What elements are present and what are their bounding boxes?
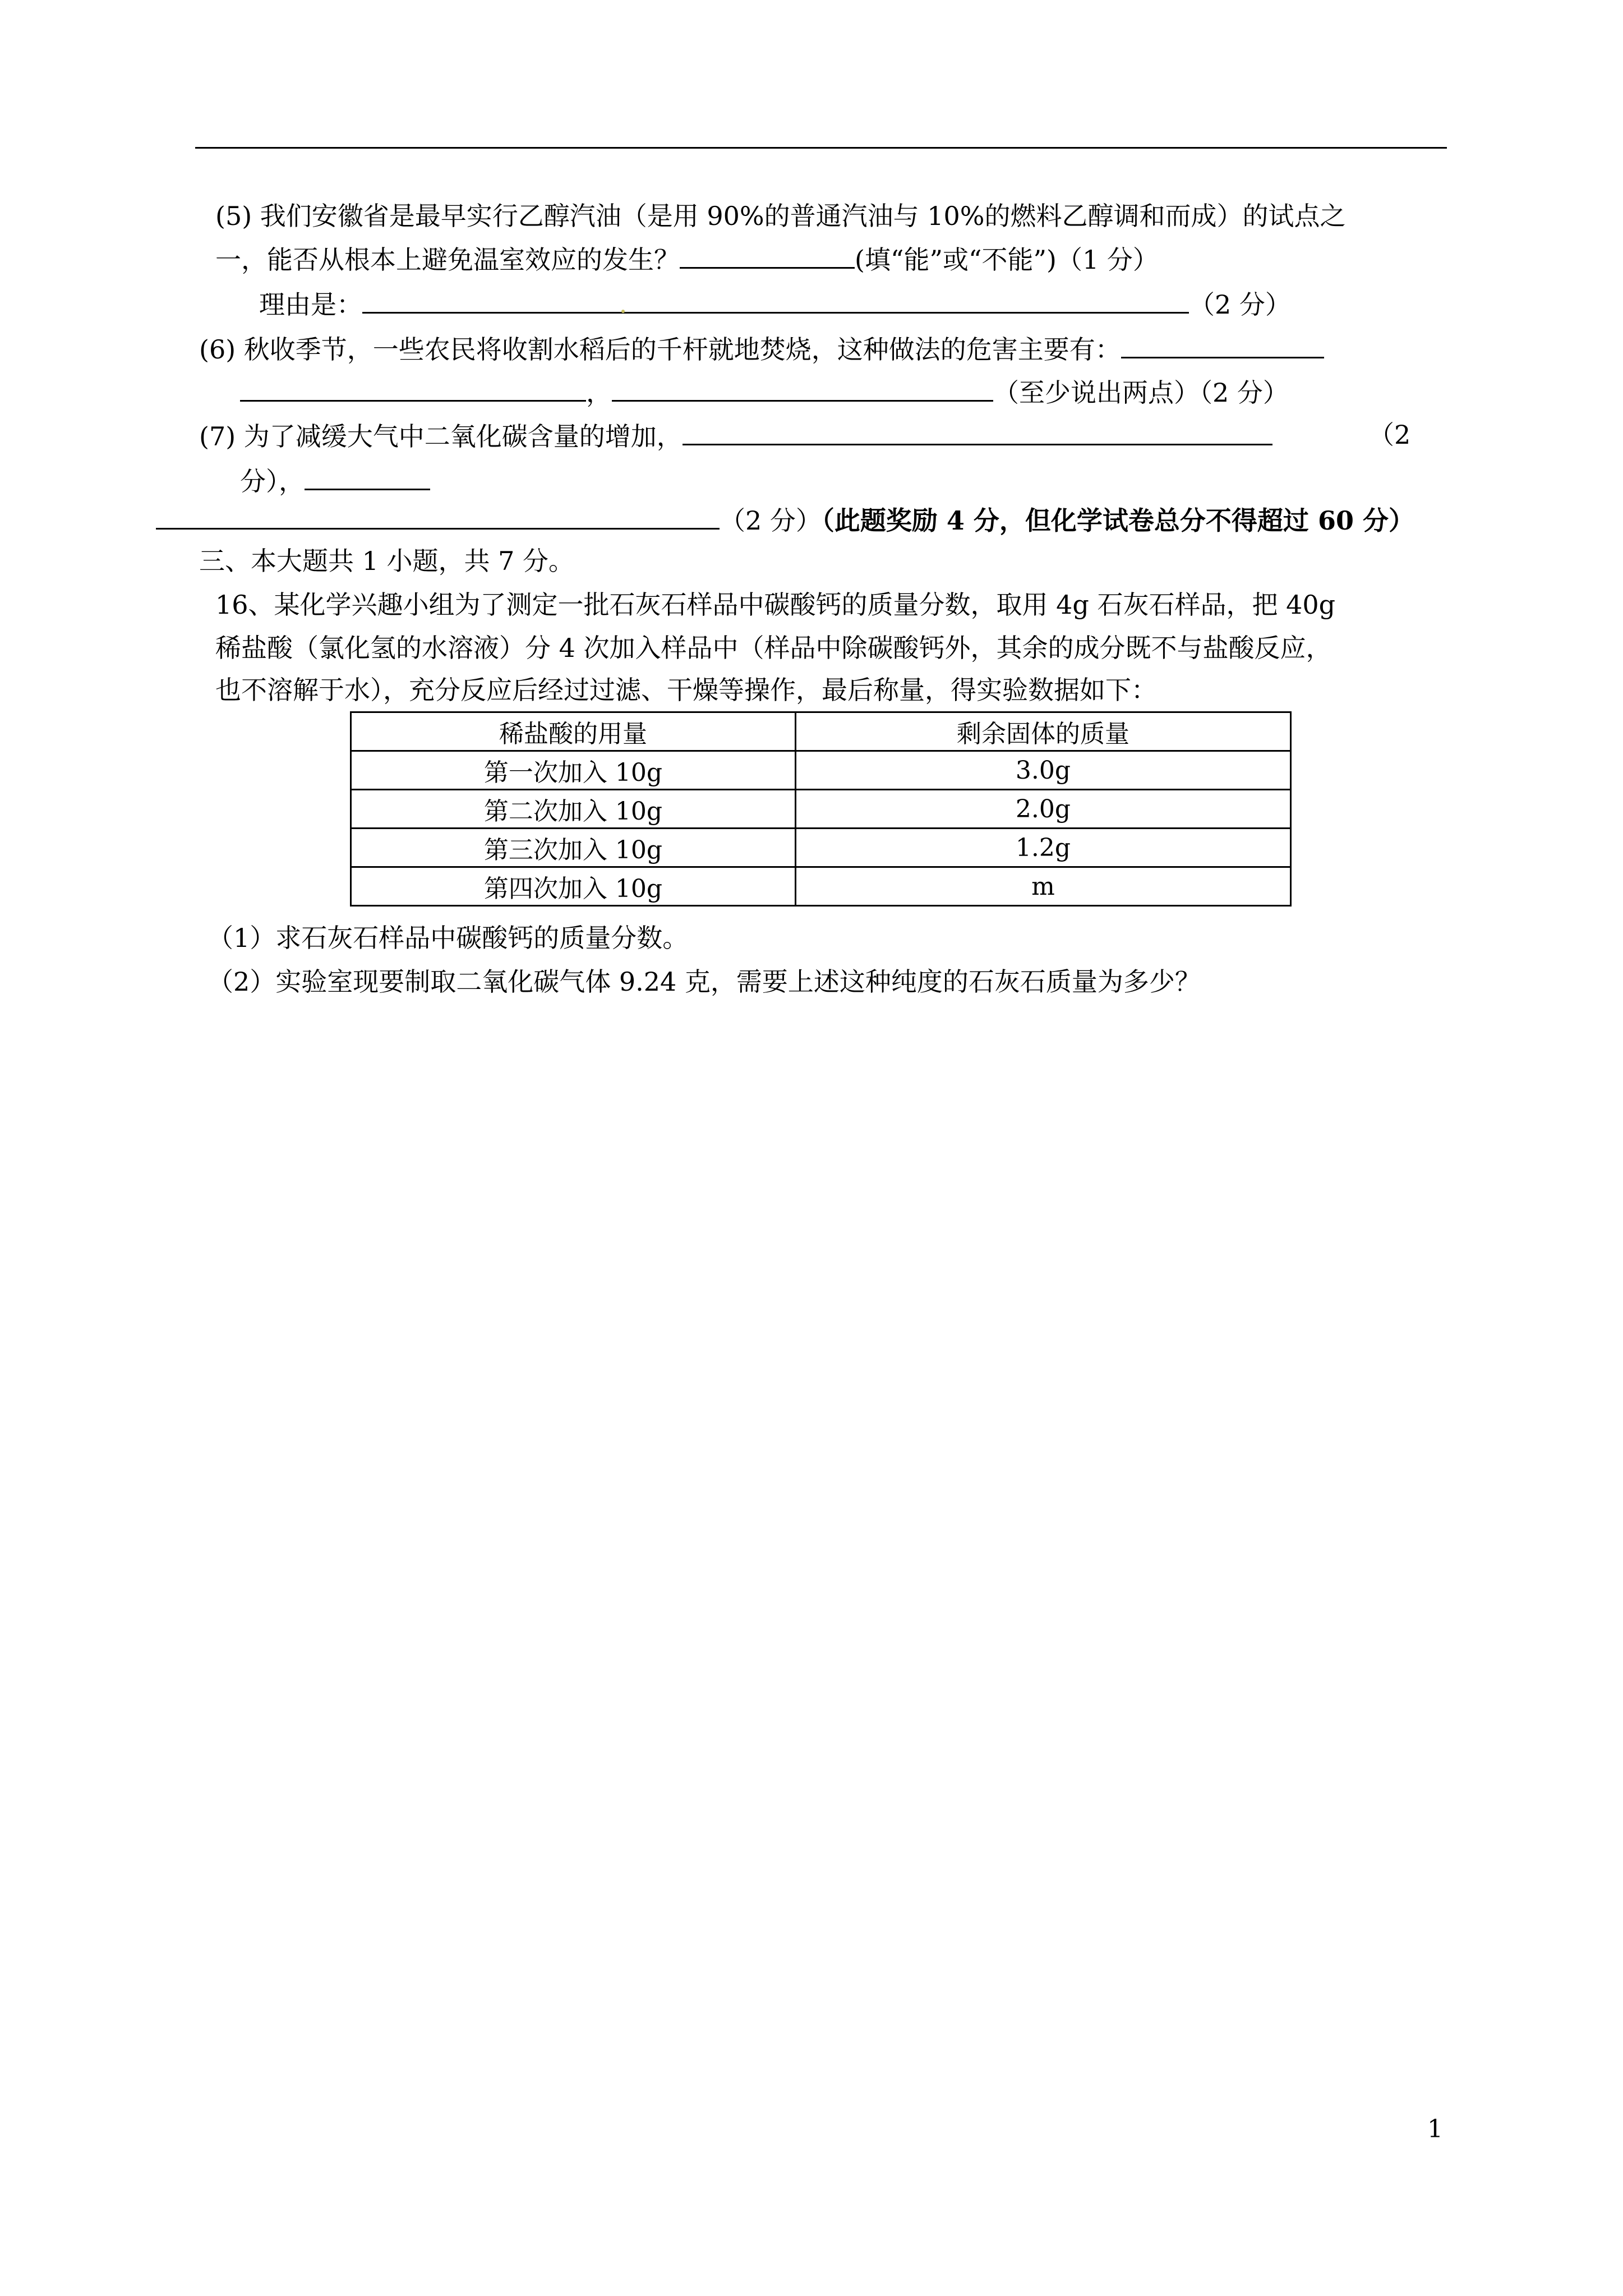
q6-answer-blank-3[interactable]: [612, 374, 993, 402]
subquestion-1: （1）求石灰石样品中碳酸钙的质量分数。: [208, 923, 689, 953]
table-cell: 1.2g: [796, 829, 1291, 867]
q5-reason-blank[interactable]: [362, 286, 1189, 314]
q7-answer-blank-3[interactable]: [156, 502, 720, 530]
table-cell: 第一次加入 10g: [351, 751, 796, 790]
table-cell: m: [796, 867, 1291, 906]
section3-heading: 三、本大题共 1 小题，共 7 分。: [199, 546, 575, 576]
q16-line1: 16、某化学兴趣小组为了测定一批石灰石样品中碳酸钙的质量分数，取用 4g 石灰石样品，把 40g: [215, 590, 1336, 620]
table-header-cell: 稀盐酸的用量: [351, 712, 796, 751]
q6-line1: [199, 331, 1324, 366]
q6-question-text: (6) 秋收季节，一些农民将收割水稻后的千杆就地焚烧，这种做法的危害主要有：: [199, 334, 1121, 365]
q16-line3: 也不溶解于水），充分反应后经过过滤、干燥等操作，最后称量，得实验数据如下：: [215, 675, 1157, 705]
q7-score-continued: 分），: [240, 466, 305, 496]
q5-line2: [215, 241, 1159, 277]
table-cell: 第二次加入 10g: [351, 790, 796, 829]
header-rule: [195, 147, 1447, 149]
subquestion-2: （2）实验室现要制取二氧化碳气体 9.24 克，需要上述这种纯度的石灰石质量为多少？: [208, 967, 1201, 997]
q6-answer-blank-1[interactable]: [1121, 331, 1324, 358]
page-number: 1: [1427, 2115, 1443, 2143]
q5-reason-label: 理由是：: [259, 289, 362, 320]
q7-line3: [156, 502, 1414, 537]
q7-score: （2 分）: [720, 505, 822, 536]
q7-answer-blank-1[interactable]: [683, 418, 1272, 445]
q5-answer-blank[interactable]: [680, 241, 855, 269]
q6-score: （至少说出两点）（2 分）: [993, 378, 1289, 408]
table-cell: 第四次加入 10g: [351, 867, 796, 906]
table-cell: 2.0g: [796, 790, 1291, 829]
q5-line3: [259, 286, 1291, 321]
table-row: [351, 829, 1291, 867]
q5-question-text: 一，能否从根本上避免温室效应的发生？: [215, 245, 680, 275]
q7-answer-blank-2[interactable]: [305, 463, 430, 490]
table-cell: 第三次加入 10g: [351, 829, 796, 867]
table-cell: 3.0g: [796, 751, 1291, 790]
table-row: [351, 790, 1291, 829]
q6-separator: ，: [586, 378, 612, 408]
q5-line1: (5) 我们安徽省是最早实行乙醇汽油（是用 90%的普通汽油与 10%的燃料乙醇调和而成）的试点之: [215, 201, 1346, 231]
stray-dot: [621, 310, 625, 313]
q6-answer-blank-2[interactable]: [240, 374, 586, 402]
q7-score-part: （2: [1368, 420, 1411, 450]
q6-line2: [240, 374, 1289, 409]
q5-reason-score: （2 分）: [1189, 289, 1291, 320]
q7-line1: [199, 418, 1272, 453]
table-row: [351, 867, 1291, 906]
table-header-cell: 剩余固体的质量: [796, 712, 1291, 751]
q7-bonus-note: （此题奖励 4 分，但化学试卷总分不得超过 60 分）: [821, 505, 1414, 536]
q7-line2: [240, 463, 430, 498]
experiment-data-table: [350, 711, 1292, 907]
q5-hint: (填“能”或“不能”)（1 分）: [855, 245, 1159, 275]
table-header-row: [351, 712, 1291, 751]
table-row: [351, 751, 1291, 790]
q16-line2: 稀盐酸（氯化氢的水溶液）分 4 次加入样品中（样品中除碳酸钙外，其余的成分既不与盐酸反应，: [215, 633, 1332, 663]
q7-question-text: (7) 为了减缓大气中二氧化碳含量的增加，: [199, 421, 683, 452]
